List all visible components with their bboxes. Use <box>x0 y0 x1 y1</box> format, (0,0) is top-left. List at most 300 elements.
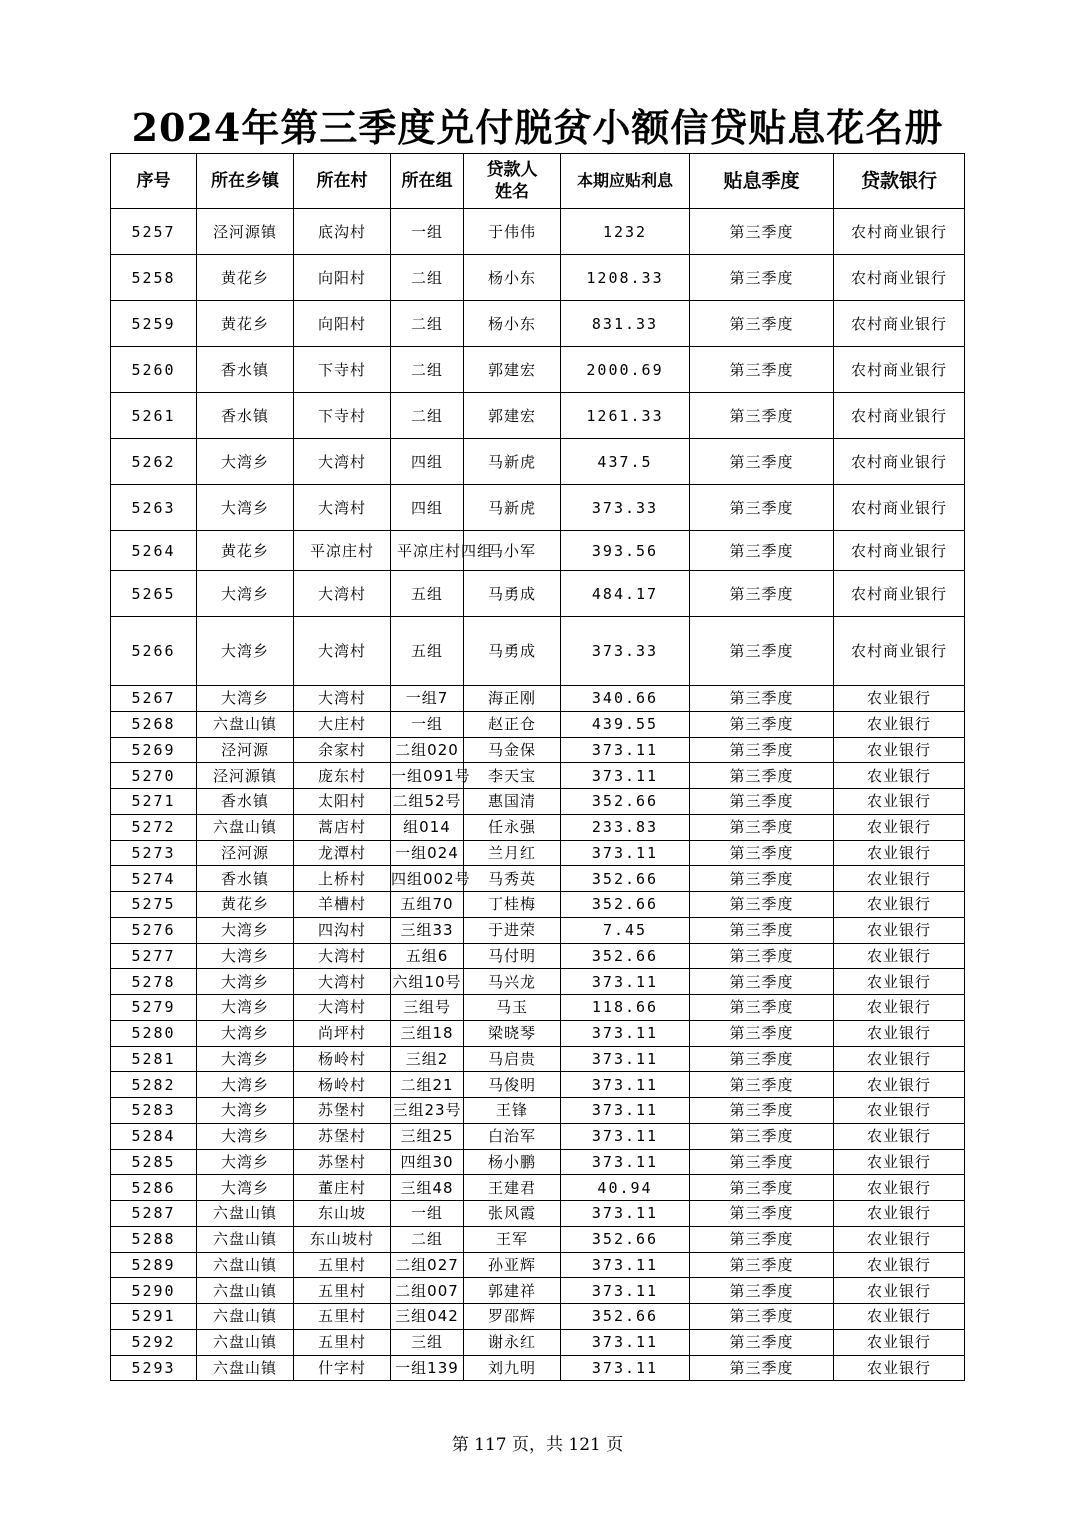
cell-interest: 40.94 <box>561 1175 690 1201</box>
cell-township: 大湾乡 <box>197 969 294 995</box>
cell-interest: 373.33 <box>561 485 690 531</box>
cell-borrower-name: 马玉 <box>464 995 561 1021</box>
cell-bank: 农业银行 <box>834 1020 965 1046</box>
cell-bank: 农业银行 <box>834 1252 965 1278</box>
cell-bank: 农业银行 <box>834 943 965 969</box>
cell-interest: 373.11 <box>561 1123 690 1149</box>
cell-quarter: 第三季度 <box>690 763 834 789</box>
cell-village: 董庄村 <box>294 1175 391 1201</box>
cell-serial: 5264 <box>111 531 197 571</box>
cell-interest: 352.66 <box>561 1304 690 1330</box>
cell-serial: 5285 <box>111 1149 197 1175</box>
cell-bank: 农村商业银行 <box>834 571 965 617</box>
cell-township: 六盘山镇 <box>197 1304 294 1330</box>
table-row <box>111 485 965 531</box>
cell-village: 东山坡 <box>294 1201 391 1227</box>
cell-serial: 5262 <box>111 439 197 485</box>
table-row <box>111 1175 965 1201</box>
cell-quarter: 第三季度 <box>690 866 834 892</box>
cell-interest: 352.66 <box>561 1226 690 1252</box>
cell-village: 苏堡村 <box>294 1098 391 1124</box>
cell-bank: 农村商业银行 <box>834 301 965 347</box>
cell-quarter: 第三季度 <box>690 571 834 617</box>
cell-township: 泾河源镇 <box>197 209 294 255</box>
cell-village: 苏堡村 <box>294 1149 391 1175</box>
cell-village: 平凉庄村 <box>294 531 391 571</box>
cell-serial: 5267 <box>111 686 197 712</box>
cell-group: 二组 <box>391 347 464 393</box>
cell-serial: 5290 <box>111 1278 197 1304</box>
cell-interest: 352.66 <box>561 892 690 918</box>
cell-bank: 农村商业银行 <box>834 347 965 393</box>
cell-interest: 352.66 <box>561 943 690 969</box>
cell-group: 三组48 <box>391 1175 464 1201</box>
cell-interest: 118.66 <box>561 995 690 1021</box>
cell-group: 一组024 <box>391 840 464 866</box>
cell-group: 五组6 <box>391 943 464 969</box>
cell-borrower-name: 杨小东 <box>464 301 561 347</box>
cell-village: 蒿店村 <box>294 814 391 840</box>
cell-township: 六盘山镇 <box>197 1201 294 1227</box>
cell-bank: 农业银行 <box>834 892 965 918</box>
table-row <box>111 737 965 763</box>
cell-quarter: 第三季度 <box>690 969 834 995</box>
page-number: 第 117 页，共 121 页 <box>451 1435 624 1455</box>
table-row <box>111 763 965 789</box>
cell-group: 组014 <box>391 814 464 840</box>
cell-group: 四组002号 <box>391 866 464 892</box>
cell-quarter: 第三季度 <box>690 255 834 301</box>
cell-borrower-name: 马俊明 <box>464 1072 561 1098</box>
cell-township: 泾河源 <box>197 737 294 763</box>
cell-borrower-name: 张风霞 <box>464 1201 561 1227</box>
cell-group: 一组 <box>391 209 464 255</box>
table-row <box>111 1201 965 1227</box>
table-row <box>111 866 965 892</box>
cell-interest: 831.33 <box>561 301 690 347</box>
table-row <box>111 209 965 255</box>
cell-serial: 5258 <box>111 255 197 301</box>
table-row <box>111 892 965 918</box>
cell-serial: 5277 <box>111 943 197 969</box>
cell-township: 大湾乡 <box>197 943 294 969</box>
cell-village: 大庄村 <box>294 711 391 737</box>
cell-serial: 5292 <box>111 1329 197 1355</box>
cell-group: 五组 <box>391 617 464 686</box>
cell-quarter: 第三季度 <box>690 1304 834 1330</box>
cell-group: 四组 <box>391 485 464 531</box>
cell-quarter: 第三季度 <box>690 892 834 918</box>
table-row <box>111 1072 965 1098</box>
cell-quarter: 第三季度 <box>690 840 834 866</box>
cell-interest: 373.11 <box>561 969 690 995</box>
cell-group: 三组25 <box>391 1123 464 1149</box>
cell-group: 三组042 <box>391 1304 464 1330</box>
cell-township: 六盘山镇 <box>197 1226 294 1252</box>
cell-interest: 233.83 <box>561 814 690 840</box>
cell-bank: 农业银行 <box>834 1278 965 1304</box>
cell-borrower-name: 赵正仓 <box>464 711 561 737</box>
cell-borrower-name: 罗邵辉 <box>464 1304 561 1330</box>
cell-interest: 373.11 <box>561 1020 690 1046</box>
cell-interest: 1208.33 <box>561 255 690 301</box>
cell-township: 六盘山镇 <box>197 1278 294 1304</box>
cell-group: 三组33 <box>391 917 464 943</box>
cell-village: 底沟村 <box>294 209 391 255</box>
cell-bank: 农业银行 <box>834 1329 965 1355</box>
cell-borrower-name: 惠国清 <box>464 789 561 815</box>
cell-serial: 5293 <box>111 1355 197 1381</box>
cell-quarter: 第三季度 <box>690 686 834 712</box>
cell-township: 香水镇 <box>197 393 294 439</box>
cell-bank: 农业银行 <box>834 840 965 866</box>
cell-village: 杨岭村 <box>294 1046 391 1072</box>
cell-township: 六盘山镇 <box>197 711 294 737</box>
cell-serial: 5286 <box>111 1175 197 1201</box>
table-row <box>111 1020 965 1046</box>
cell-borrower-name: 杨小东 <box>464 255 561 301</box>
cell-borrower-name: 马新虎 <box>464 485 561 531</box>
cell-village: 庞东村 <box>294 763 391 789</box>
cell-village: 大湾村 <box>294 485 391 531</box>
cell-bank: 农业银行 <box>834 1098 965 1124</box>
cell-village: 余家村 <box>294 737 391 763</box>
table-row <box>111 1226 965 1252</box>
cell-borrower-name: 杨小鹏 <box>464 1149 561 1175</box>
cell-serial: 5272 <box>111 814 197 840</box>
cell-quarter: 第三季度 <box>690 1175 834 1201</box>
table-row <box>111 1329 965 1355</box>
cell-village: 苏堡村 <box>294 1123 391 1149</box>
cell-borrower-name: 马付明 <box>464 943 561 969</box>
header-borrower-name: 贷款人姓名 <box>464 154 561 209</box>
cell-township: 泾河源 <box>197 840 294 866</box>
cell-township: 六盘山镇 <box>197 1355 294 1381</box>
cell-serial: 5282 <box>111 1072 197 1098</box>
subsidy-roster-table <box>110 153 965 1381</box>
table-row <box>111 439 965 485</box>
cell-township: 香水镇 <box>197 789 294 815</box>
table-row <box>111 617 965 686</box>
cell-serial: 5276 <box>111 917 197 943</box>
cell-bank: 农村商业银行 <box>834 485 965 531</box>
cell-borrower-name: 王锋 <box>464 1098 561 1124</box>
cell-borrower-name: 马启贵 <box>464 1046 561 1072</box>
cell-bank: 农业银行 <box>834 1201 965 1227</box>
cell-quarter: 第三季度 <box>690 1098 834 1124</box>
cell-borrower-name: 王军 <box>464 1226 561 1252</box>
cell-borrower-name: 郭建宏 <box>464 347 561 393</box>
cell-group: 一组 <box>391 711 464 737</box>
cell-township: 大湾乡 <box>197 1020 294 1046</box>
cell-group: 二组 <box>391 393 464 439</box>
cell-quarter: 第三季度 <box>690 1072 834 1098</box>
cell-interest: 2000.69 <box>561 347 690 393</box>
cell-bank: 农村商业银行 <box>834 439 965 485</box>
cell-village: 大湾村 <box>294 571 391 617</box>
cell-group: 四组 <box>391 439 464 485</box>
table-row <box>111 1149 965 1175</box>
cell-group: 二组 <box>391 1226 464 1252</box>
table-row <box>111 531 965 571</box>
cell-township: 大湾乡 <box>197 1046 294 1072</box>
cell-bank: 农业银行 <box>834 1175 965 1201</box>
cell-quarter: 第三季度 <box>690 1226 834 1252</box>
cell-township: 黄花乡 <box>197 531 294 571</box>
table-row <box>111 301 965 347</box>
cell-group: 二组52号 <box>391 789 464 815</box>
cell-borrower-name: 马小军 <box>464 531 561 571</box>
table-row <box>111 943 965 969</box>
cell-group: 五组70 <box>391 892 464 918</box>
cell-bank: 农业银行 <box>834 866 965 892</box>
cell-village: 羊槽村 <box>294 892 391 918</box>
table-row <box>111 347 965 393</box>
table-row <box>111 1278 965 1304</box>
table-row <box>111 1046 965 1072</box>
cell-quarter: 第三季度 <box>690 1252 834 1278</box>
cell-interest: 340.66 <box>561 686 690 712</box>
cell-group: 一组091号 <box>391 763 464 789</box>
cell-interest: 373.11 <box>561 1046 690 1072</box>
table-row <box>111 1098 965 1124</box>
cell-serial: 5260 <box>111 347 197 393</box>
page-title: 2024年第三季度兑付脱贫小额信贷贴息花名册 <box>131 105 944 150</box>
cell-township: 大湾乡 <box>197 917 294 943</box>
cell-interest: 373.11 <box>561 737 690 763</box>
table-body <box>111 209 965 1381</box>
header-interest: 本期应贴利息 <box>561 154 690 209</box>
cell-bank: 农村商业银行 <box>834 617 965 686</box>
cell-quarter: 第三季度 <box>690 789 834 815</box>
cell-village: 五里村 <box>294 1252 391 1278</box>
table-row <box>111 917 965 943</box>
table-row <box>111 1123 965 1149</box>
cell-quarter: 第三季度 <box>690 1278 834 1304</box>
table-row <box>111 1304 965 1330</box>
cell-borrower-name: 梁晓琴 <box>464 1020 561 1046</box>
cell-serial: 5278 <box>111 969 197 995</box>
cell-village: 龙潭村 <box>294 840 391 866</box>
header-quarter: 贴息季度 <box>690 154 834 209</box>
cell-interest: 373.11 <box>561 1252 690 1278</box>
cell-township: 泾河源镇 <box>197 763 294 789</box>
cell-interest: 437.5 <box>561 439 690 485</box>
table-row <box>111 393 965 439</box>
cell-bank: 农业银行 <box>834 1355 965 1381</box>
cell-serial: 5257 <box>111 209 197 255</box>
cell-quarter: 第三季度 <box>690 209 834 255</box>
cell-village: 下寺村 <box>294 393 391 439</box>
cell-borrower-name: 白治军 <box>464 1123 561 1149</box>
cell-quarter: 第三季度 <box>690 301 834 347</box>
table-row <box>111 995 965 1021</box>
cell-group: 二组21 <box>391 1072 464 1098</box>
cell-serial: 5265 <box>111 571 197 617</box>
cell-bank: 农村商业银行 <box>834 531 965 571</box>
cell-serial: 5268 <box>111 711 197 737</box>
cell-borrower-name: 刘九明 <box>464 1355 561 1381</box>
cell-group: 一组 <box>391 1201 464 1227</box>
cell-quarter: 第三季度 <box>690 393 834 439</box>
cell-township: 六盘山镇 <box>197 1252 294 1278</box>
header-village: 所在村 <box>294 154 391 209</box>
cell-group: 三组号 <box>391 995 464 1021</box>
table-row <box>111 571 965 617</box>
cell-group: 三组 <box>391 1329 464 1355</box>
cell-serial: 5281 <box>111 1046 197 1072</box>
cell-borrower-name: 于进荣 <box>464 917 561 943</box>
cell-interest: 373.11 <box>561 1149 690 1175</box>
cell-group: 四组30 <box>391 1149 464 1175</box>
cell-serial: 5287 <box>111 1201 197 1227</box>
table-row <box>111 711 965 737</box>
cell-bank: 农村商业银行 <box>834 255 965 301</box>
cell-borrower-name: 马勇成 <box>464 571 561 617</box>
cell-quarter: 第三季度 <box>690 1201 834 1227</box>
cell-township: 大湾乡 <box>197 995 294 1021</box>
cell-borrower-name: 于伟伟 <box>464 209 561 255</box>
cell-borrower-name: 李天宝 <box>464 763 561 789</box>
cell-quarter: 第三季度 <box>690 737 834 763</box>
cell-township: 大湾乡 <box>197 1098 294 1124</box>
cell-township: 六盘山镇 <box>197 1329 294 1355</box>
cell-village: 什字村 <box>294 1355 391 1381</box>
cell-village: 大湾村 <box>294 617 391 686</box>
cell-bank: 农业银行 <box>834 917 965 943</box>
cell-interest: 373.33 <box>561 617 690 686</box>
cell-borrower-name: 兰月红 <box>464 840 561 866</box>
cell-interest: 352.66 <box>561 789 690 815</box>
cell-township: 大湾乡 <box>197 571 294 617</box>
cell-group: 二组020 <box>391 737 464 763</box>
cell-borrower-name: 马新虎 <box>464 439 561 485</box>
header-serial: 序号 <box>111 154 197 209</box>
cell-village: 向阳村 <box>294 301 391 347</box>
cell-serial: 5259 <box>111 301 197 347</box>
cell-bank: 农业银行 <box>834 1046 965 1072</box>
cell-village: 五里村 <box>294 1278 391 1304</box>
cell-borrower-name: 丁桂梅 <box>464 892 561 918</box>
cell-village: 杨岭村 <box>294 1072 391 1098</box>
cell-borrower-name: 马秀英 <box>464 866 561 892</box>
cell-group: 平凉庄村四组 <box>391 531 464 571</box>
cell-quarter: 第三季度 <box>690 1355 834 1381</box>
cell-village: 五里村 <box>294 1329 391 1355</box>
cell-quarter: 第三季度 <box>690 1123 834 1149</box>
cell-interest: 393.56 <box>561 531 690 571</box>
cell-serial: 5271 <box>111 789 197 815</box>
cell-interest: 373.11 <box>561 1098 690 1124</box>
cell-serial: 5283 <box>111 1098 197 1124</box>
cell-quarter: 第三季度 <box>690 439 834 485</box>
cell-quarter: 第三季度 <box>690 995 834 1021</box>
cell-borrower-name: 马金保 <box>464 737 561 763</box>
cell-serial: 5280 <box>111 1020 197 1046</box>
cell-township: 黄花乡 <box>197 892 294 918</box>
table-row <box>111 814 965 840</box>
cell-group: 二组 <box>391 255 464 301</box>
cell-group: 三组23号 <box>391 1098 464 1124</box>
cell-interest: 439.55 <box>561 711 690 737</box>
cell-quarter: 第三季度 <box>690 1149 834 1175</box>
cell-township: 香水镇 <box>197 866 294 892</box>
cell-township: 香水镇 <box>197 347 294 393</box>
cell-quarter: 第三季度 <box>690 711 834 737</box>
cell-interest: 373.11 <box>561 763 690 789</box>
cell-serial: 5275 <box>111 892 197 918</box>
table-row <box>111 840 965 866</box>
cell-bank: 农业银行 <box>834 1149 965 1175</box>
cell-village: 大湾村 <box>294 969 391 995</box>
cell-group: 二组007 <box>391 1278 464 1304</box>
table-row <box>111 1252 965 1278</box>
cell-interest: 1232 <box>561 209 690 255</box>
cell-serial: 5274 <box>111 866 197 892</box>
cell-village: 向阳村 <box>294 255 391 301</box>
cell-interest: 373.11 <box>561 1329 690 1355</box>
cell-township: 大湾乡 <box>197 617 294 686</box>
cell-serial: 5270 <box>111 763 197 789</box>
cell-township: 黄花乡 <box>197 255 294 301</box>
header-township: 所在乡镇 <box>197 154 294 209</box>
cell-village: 东山坡村 <box>294 1226 391 1252</box>
cell-serial: 5289 <box>111 1252 197 1278</box>
cell-serial: 5263 <box>111 485 197 531</box>
cell-township: 大湾乡 <box>197 1149 294 1175</box>
cell-serial: 5269 <box>111 737 197 763</box>
cell-village: 大湾村 <box>294 995 391 1021</box>
cell-bank: 农村商业银行 <box>834 209 965 255</box>
cell-village: 上桥村 <box>294 866 391 892</box>
cell-interest: 484.17 <box>561 571 690 617</box>
cell-township: 大湾乡 <box>197 1072 294 1098</box>
table-header-row <box>111 154 965 209</box>
cell-borrower-name: 任永强 <box>464 814 561 840</box>
cell-serial: 5288 <box>111 1226 197 1252</box>
cell-bank: 农业银行 <box>834 969 965 995</box>
cell-village: 下寺村 <box>294 347 391 393</box>
cell-bank: 农业银行 <box>834 814 965 840</box>
cell-borrower-name: 王建君 <box>464 1175 561 1201</box>
cell-bank: 农业银行 <box>834 1072 965 1098</box>
cell-bank: 农业银行 <box>834 995 965 1021</box>
cell-interest: 373.11 <box>561 840 690 866</box>
cell-bank: 农业银行 <box>834 1226 965 1252</box>
cell-quarter: 第三季度 <box>690 943 834 969</box>
cell-village: 大湾村 <box>294 943 391 969</box>
cell-group: 二组 <box>391 301 464 347</box>
cell-group: 六组10号 <box>391 969 464 995</box>
table-row <box>111 686 965 712</box>
cell-serial: 5279 <box>111 995 197 1021</box>
cell-bank: 农村商业银行 <box>834 393 965 439</box>
cell-village: 尚坪村 <box>294 1020 391 1046</box>
cell-township: 大湾乡 <box>197 439 294 485</box>
cell-township: 黄花乡 <box>197 301 294 347</box>
table-row <box>111 1355 965 1381</box>
cell-village: 四沟村 <box>294 917 391 943</box>
cell-township: 大湾乡 <box>197 485 294 531</box>
cell-interest: 373.11 <box>561 1201 690 1227</box>
cell-borrower-name: 谢永红 <box>464 1329 561 1355</box>
cell-quarter: 第三季度 <box>690 1329 834 1355</box>
cell-bank: 农业银行 <box>834 711 965 737</box>
cell-serial: 5261 <box>111 393 197 439</box>
cell-interest: 7.45 <box>561 917 690 943</box>
cell-township: 大湾乡 <box>197 686 294 712</box>
cell-serial: 5291 <box>111 1304 197 1330</box>
